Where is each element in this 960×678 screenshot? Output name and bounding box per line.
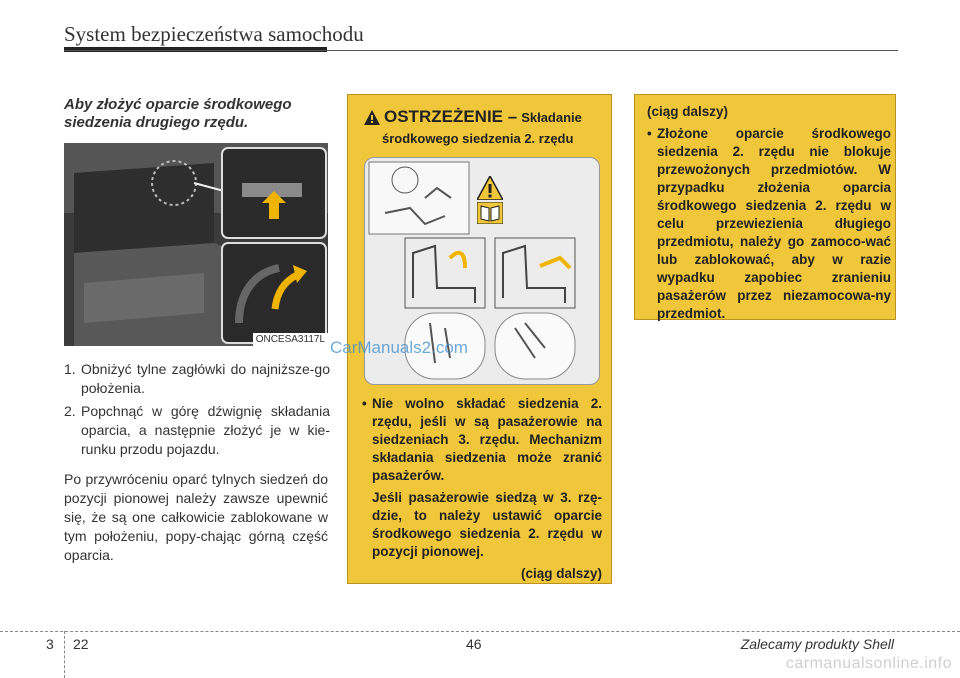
seat-photo-illustration	[64, 143, 328, 346]
warning-subtitle: środkowego siedzenia 2. rzędu	[382, 131, 574, 146]
footer-page-number: 22	[73, 636, 89, 652]
heading-line-2: siedzenia drugiego rzędu.	[64, 114, 249, 131]
watermark-top: CarManuals2.com	[330, 338, 468, 357]
step-number: 2.	[64, 403, 76, 419]
watermark-bottom: carmanualsonline.info	[785, 655, 952, 672]
list-item	[64, 360, 330, 398]
curved-arrow-icon	[269, 263, 309, 313]
warning-triangle-icon	[477, 176, 503, 200]
warning-title-sub: Składanie	[521, 109, 582, 125]
continued-text	[647, 103, 891, 323]
continued-bullet-text: Złożone oparcie środkowego siedzenia 2. rzędu nie blokuje przewożonych przedmiotów. W przypadku złożenia oparcia środkowego siedzenia 2. rzędu w celu przewiezienia długiego przedmiotu, należy go zamoco-wać lub zablokować, aby w razie wypadku zapobiec zranieniu pasażerów przez niezamocowa-ny przedmiot.	[657, 126, 891, 321]
footer-slogan: Zalecamy produkty Shell	[740, 636, 894, 652]
manual-book-icon	[477, 202, 503, 224]
step-number: 1.	[64, 361, 76, 377]
photo-caption: ONCESA3117L	[253, 333, 328, 346]
warning-text	[362, 395, 602, 583]
warning-title: OSTRZEŻENIE –	[384, 107, 518, 126]
warning-bullet-text: Nie wolno składać siedzenia 2. rzędu, jeśli w są pasażerowie na siedzeniach 3. rzędu. Mechanizm składania siedzenia może zranić pasażerów.	[372, 396, 602, 483]
footer-divider	[64, 631, 65, 678]
up-arrow-icon	[262, 191, 286, 219]
bullet-dot: •	[647, 126, 652, 141]
bullet-dot: •	[362, 396, 367, 411]
warning-indent-text: Jeśli pasażerowie siedzą w 3. rzę-dzie, to należy ustawić oparcie środkowego siedzenia 2. rzędu w pozycji pionowej.	[372, 490, 602, 559]
continued-heading: (ciąg dalszy)	[647, 104, 729, 119]
continued-warning-box	[634, 94, 896, 320]
warning-triangle-icon	[364, 110, 380, 125]
step-text: Popchnąć w górę dźwignię składania oparcia, a następnie złożyć je w kie-runku przodu pojazdu.	[81, 403, 330, 457]
section-heading	[64, 96, 334, 132]
list-item	[64, 402, 330, 459]
step-text: Obniżyć tylne zagłówki do najniższe-go położenia.	[81, 361, 330, 396]
steps-list	[64, 360, 330, 463]
header-rule	[64, 50, 898, 51]
heading-line-1: Aby złożyć oparcie środkowego	[64, 96, 292, 113]
body-paragraph: Po przywróceniu oparć tylnych siedzeń do pozycji pionowej należy zawsze upewnić się, że są one całkowicie zablokowane w tym położeniu, popy-chając górną część oparcia.	[64, 471, 328, 563]
continued-bullet	[647, 125, 891, 323]
header-title: System bezpieczeństwa samochodu	[64, 22, 364, 46]
footer-section-number: 3	[46, 636, 54, 652]
seat-photo	[64, 143, 328, 346]
warning-header	[364, 107, 609, 146]
footer-rule	[0, 631, 960, 632]
footer-center-number: 46	[466, 636, 482, 652]
warning-title-row	[364, 107, 609, 127]
warning-bullet	[362, 395, 602, 485]
warning-continued: (ciąg dalszy)	[520, 566, 602, 581]
